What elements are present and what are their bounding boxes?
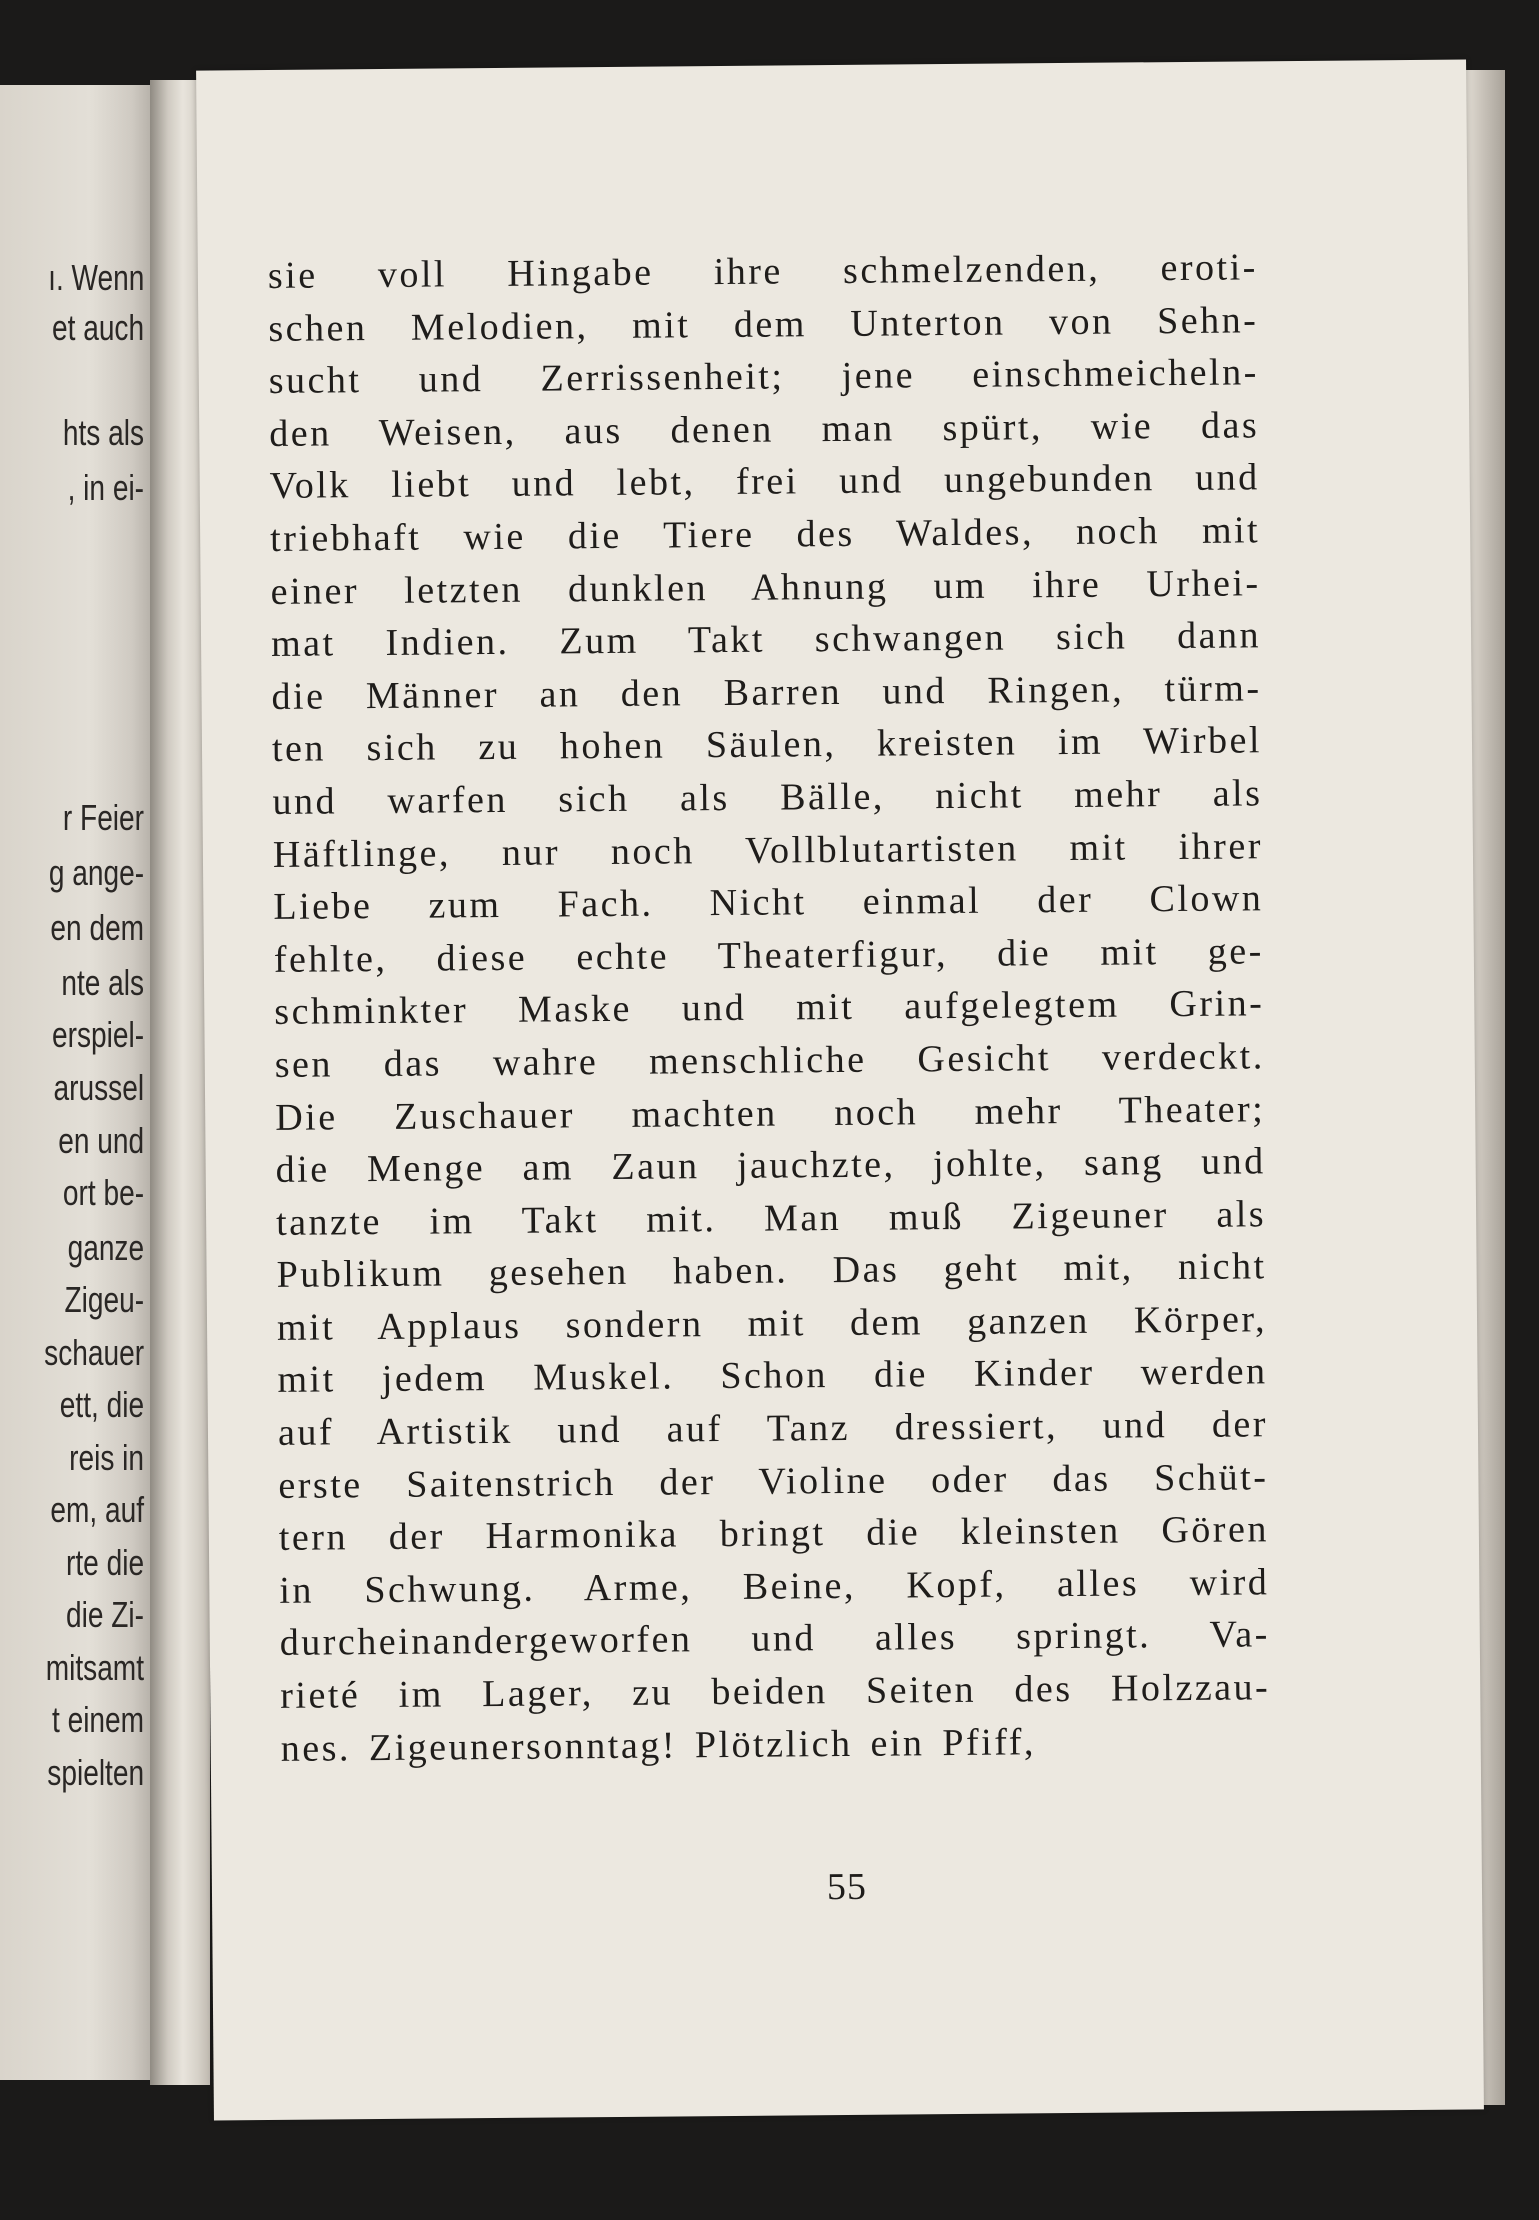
left-page-line: rte die	[65, 1542, 144, 1583]
left-page-line: arussel	[53, 1067, 144, 1108]
text-line: fehlte, diese echte Theaterfigur, die mit ge-	[273, 930, 1264, 981]
left-page	[0, 85, 150, 2080]
text-line: und warfen sich als Bälle, nicht mehr als	[272, 772, 1263, 823]
text-line: tanzte im Takt mit. Man muß Zigeuner als	[275, 1192, 1267, 1244]
text-line: sucht und Zerrissenheit; jene einschmeicheln-	[268, 351, 1259, 403]
left-page-line: erspiel-	[51, 1014, 144, 1055]
text-line: Volk liebt und lebt, frei und ungebunden und	[269, 456, 1260, 508]
text-line: den Weisen, aus denen man spürt, wie das	[269, 404, 1260, 455]
left-page-line: spielten	[47, 1752, 144, 1793]
left-page-line: t einem	[51, 1699, 144, 1740]
text-line: die Menge am Zaun jauchzte, johlte, sang und	[275, 1140, 1266, 1192]
text-line: schen Melodien, mit dem Unterton von Sehn-	[268, 298, 1259, 350]
text-line: in Schwung. Arme, Beine, Kopf, alles wird	[279, 1561, 1270, 1612]
text-line: Die Zuschauer machten noch mehr Theater;	[275, 1087, 1266, 1139]
left-page-line: en und	[58, 1120, 144, 1161]
text-line: sie voll Hingabe ihre schmelzenden, eroti-	[267, 246, 1259, 297]
text-line: rieté im Lager, zu beiden Seiten des Holzzau-	[280, 1666, 1271, 1717]
text-line: ten sich zu hohen Säulen, kreisten im Wirbel	[271, 719, 1263, 771]
left-page-line: ort be-	[62, 1172, 144, 1213]
left-page-line: r Feier	[62, 797, 144, 838]
left-page-line: , in ei-	[67, 467, 144, 508]
left-page-line: em, auf	[50, 1489, 144, 1530]
left-page-line: ı. Wenn	[47, 257, 144, 298]
text-line: nes. Zigeunersonntag! Plötzlich ein Pfiff,	[280, 1720, 1037, 1770]
text-line: sen das wahre menschliche Gesicht verdeckt.	[274, 1035, 1265, 1086]
text-line: auf Artistik und auf Tanz dressiert, und der	[277, 1403, 1269, 1454]
left-page-line: en dem	[50, 907, 144, 948]
text-line: Publikum gesehen haben. Das geht mit, nicht	[276, 1245, 1267, 1297]
right-page	[196, 59, 1484, 2120]
text-line: mit Applaus sondern mit dem ganzen Körper,	[276, 1298, 1268, 1349]
text-line: triebhaft wie die Tiere des Waldes, noch mit	[269, 509, 1261, 560]
left-page-line: g ange-	[48, 852, 144, 893]
left-page-line: ganze	[67, 1227, 144, 1268]
text-line: mit jedem Muskel. Schon die Kinder werden	[277, 1350, 1268, 1402]
text-line: durcheinandergeworfen und alles springt. Va-	[279, 1613, 1270, 1665]
text-line: erste Saitenstrich der Violine oder das Schüt-	[278, 1455, 1269, 1507]
text-line: einer letzten dunklen Ahnung um ihre Urhei-	[270, 561, 1261, 613]
text-line: tern der Harmonika bringt die kleinsten Gören	[278, 1508, 1270, 1560]
left-page-line: mitsamt	[45, 1647, 144, 1688]
left-page-line: Zigeu-	[64, 1279, 144, 1320]
text-line: die Männer an den Barren und Ringen, türm-	[271, 667, 1262, 718]
left-page-line: die Zi-	[65, 1594, 144, 1635]
text-line: schminkter Maske und mit aufgelegtem Grin-	[274, 982, 1265, 1034]
text-line: Häftlinge, nur noch Vollblutartisten mit ihrer	[272, 824, 1264, 876]
page-number: 55	[826, 1865, 868, 1909]
text-line: mat Indien. Zum Takt schwangen sich dann	[270, 614, 1262, 666]
text-line: Liebe zum Fach. Nicht einmal der Clown	[273, 877, 1264, 929]
left-page-line: schauer	[44, 1332, 144, 1373]
left-page-line: hts als	[62, 412, 144, 453]
left-page-line: reis in	[69, 1437, 144, 1478]
left-page-line: nte als	[61, 962, 144, 1003]
left-page-line: ett, die	[59, 1384, 144, 1425]
body-text	[268, 241, 1271, 1775]
left-page-line: et auch	[51, 307, 144, 348]
